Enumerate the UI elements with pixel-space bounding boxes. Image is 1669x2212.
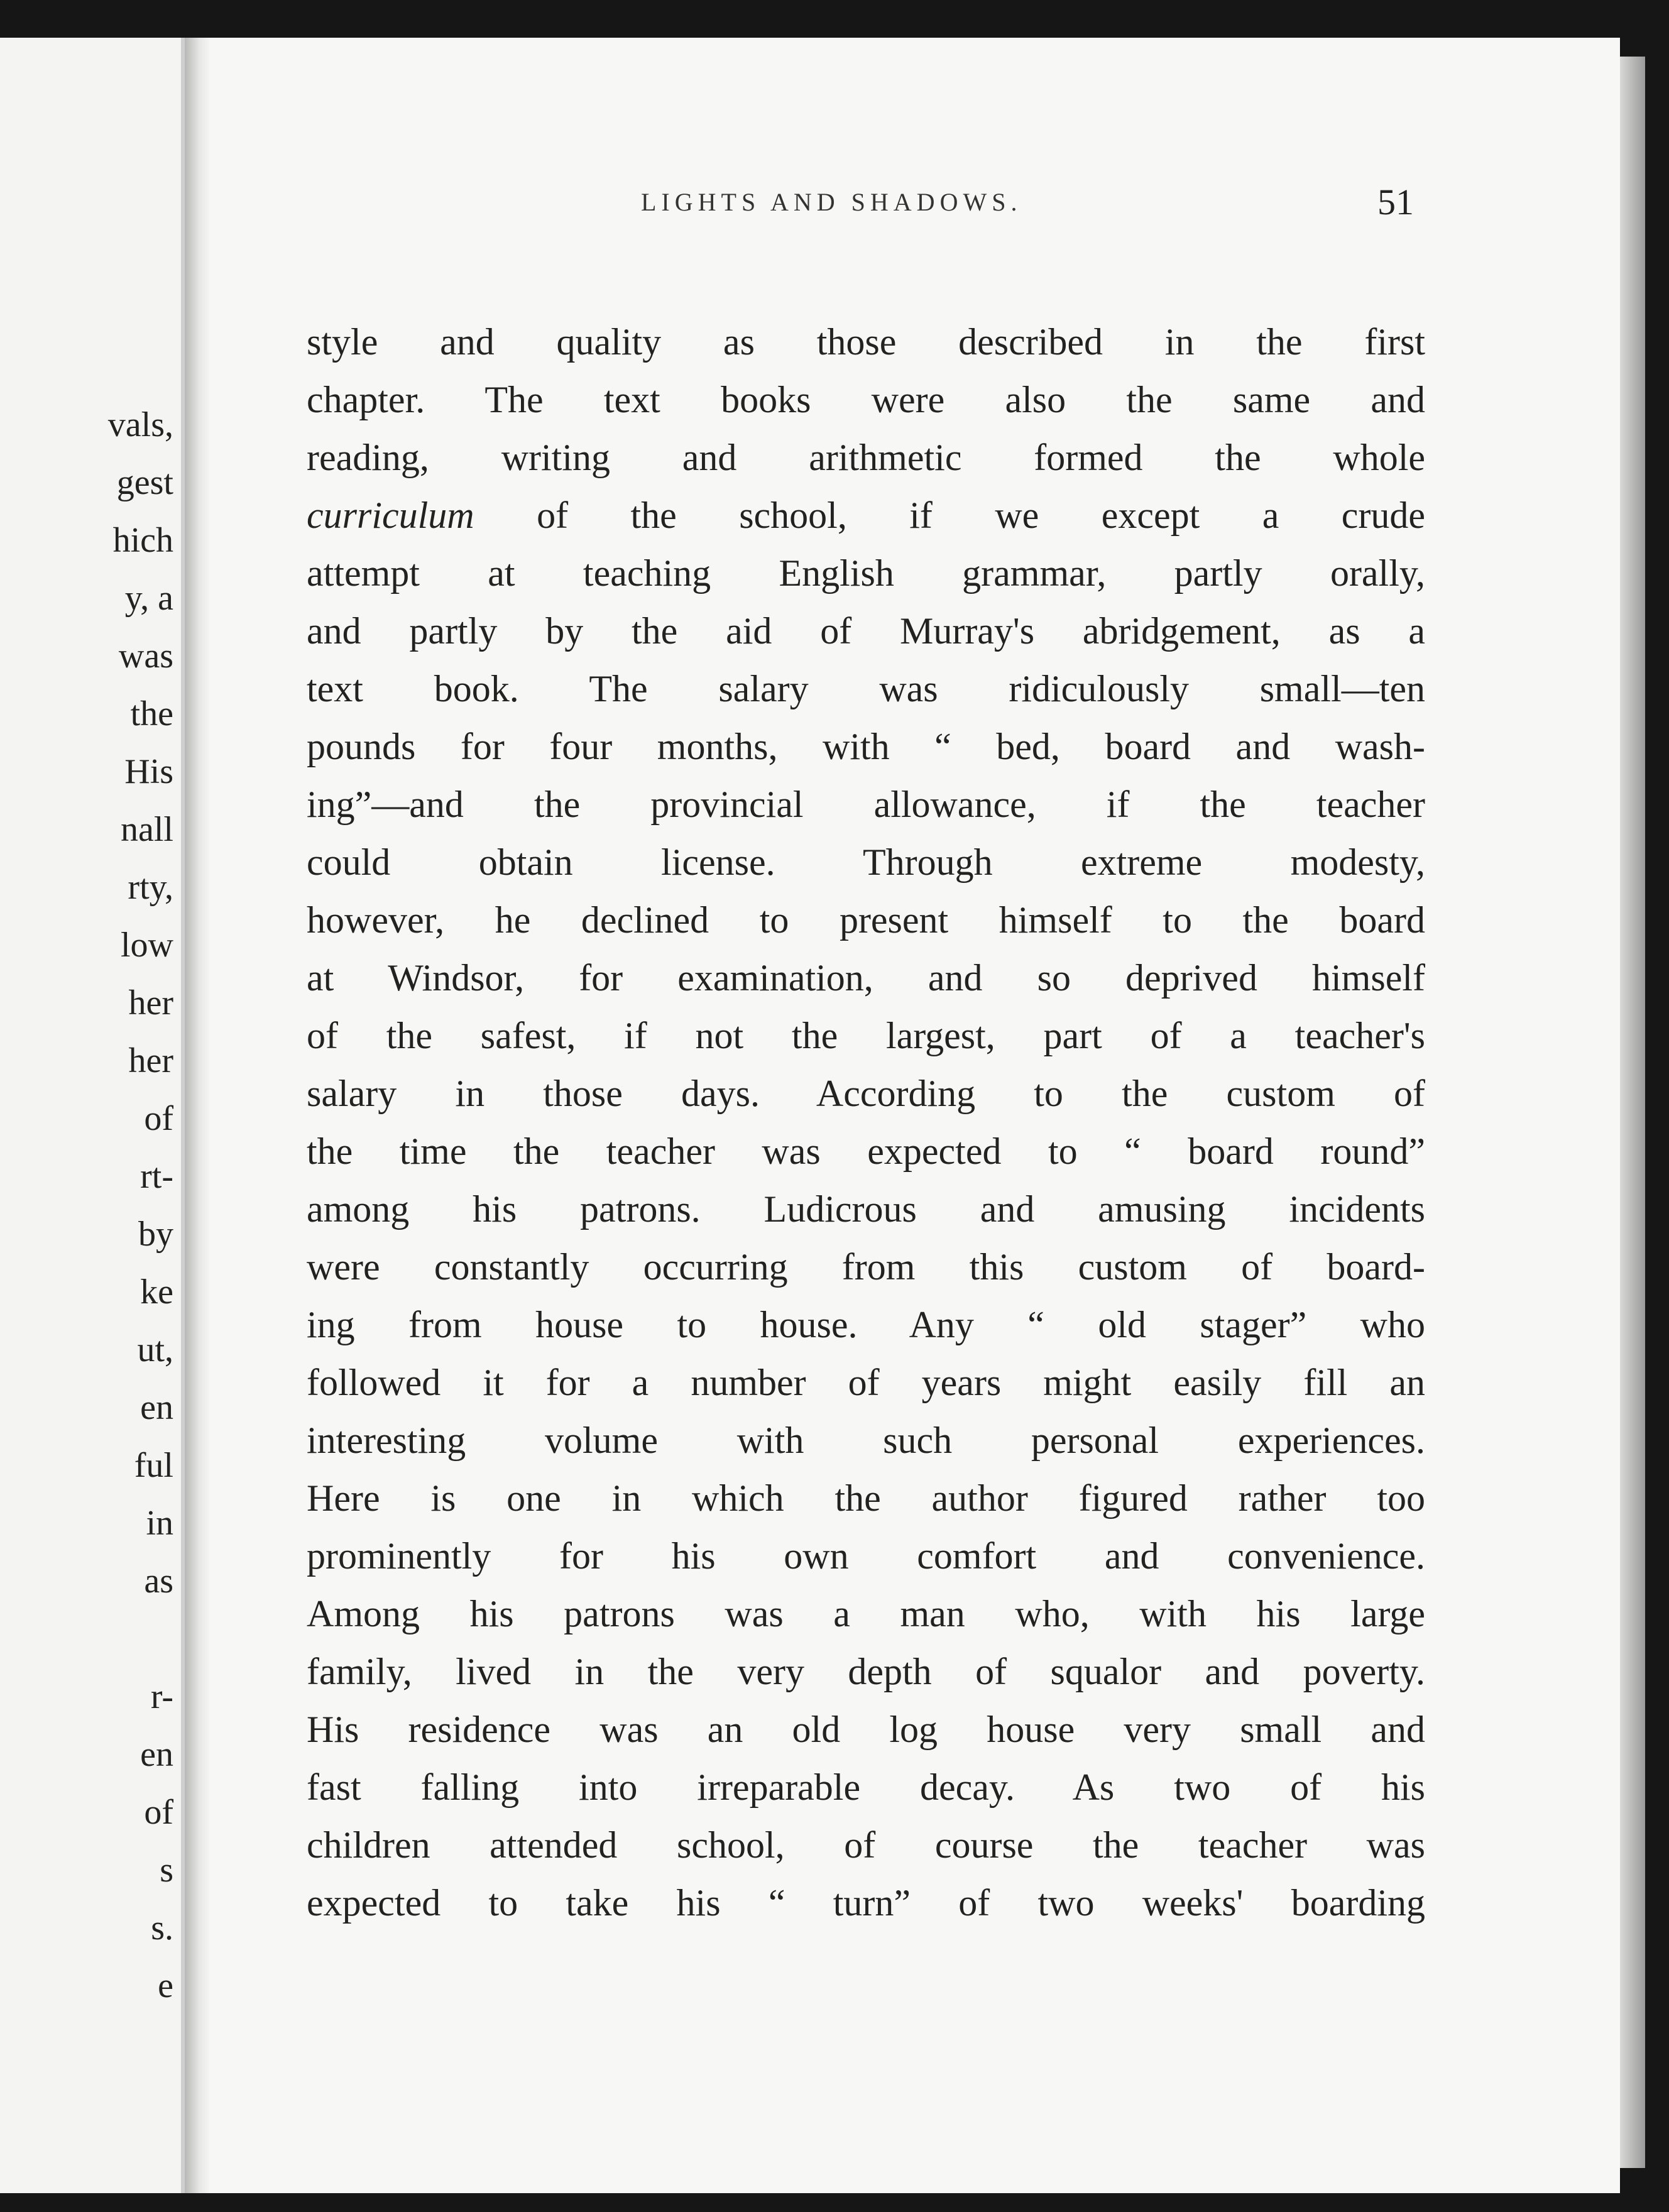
text-line: at Windsor, for examination, and so deprived himself	[307, 957, 1425, 999]
text-line: fast falling into irreparable decay. As two of his	[307, 1766, 1425, 1808]
text-line: prominently for his own comfort and convenience.	[307, 1535, 1425, 1577]
fragment-line: s.	[151, 1908, 173, 1947]
fragment-line: r-	[150, 1677, 173, 1716]
text-line: His residence was an old log house very small and	[307, 1709, 1425, 1750]
text-line: ing from house to house. Any “ old stager” who	[307, 1304, 1425, 1345]
text-line: family, lived in the very depth of squalor and poverty.	[307, 1651, 1425, 1692]
text-line: children attended school, of course the teacher was	[307, 1824, 1425, 1866]
fragment-line: as	[144, 1562, 173, 1601]
fragment-line: rt-	[140, 1157, 173, 1196]
fragment-line: low	[121, 926, 173, 965]
text-line: ing”—and the provincial allowance, if the teacher	[307, 784, 1425, 825]
fragment-line: e	[158, 1966, 173, 2005]
fragment-line: s	[160, 1851, 173, 1890]
page-edge-shadow	[1620, 57, 1645, 2168]
fragment-line: the	[130, 694, 173, 733]
fragment-line: her	[128, 1041, 173, 1080]
book-gutter	[185, 38, 210, 2193]
text-line: chapter. The text books were also the same and	[307, 379, 1425, 420]
text-line: Here is one in which the author figured rather too	[307, 1477, 1425, 1519]
fragment-line: vals,	[107, 405, 173, 444]
text-line: curriculum of the school, if we except a crude	[307, 495, 1425, 536]
running-head	[440, 182, 1414, 250]
text-line: were constantly occurring from this custom of board-	[307, 1246, 1425, 1288]
facing-page-left	[0, 38, 185, 2193]
text-line: expected to take his “ turn” of two weeks' boarding	[307, 1882, 1425, 1924]
fragment-line: of	[144, 1099, 173, 1138]
fragment-line: ful	[134, 1446, 173, 1485]
text-line: salary in those days. According to the custom of	[307, 1073, 1425, 1114]
fragment-line: ke	[140, 1273, 173, 1311]
text-line: followed it for a number of years might easily fill an	[307, 1362, 1425, 1403]
facing-page-text-fragments	[108, 396, 173, 2015]
text-line: interesting volume with such personal experiences.	[307, 1420, 1425, 1461]
text-line: text book. The salary was ridiculously small—ten	[307, 668, 1425, 709]
fragment-line: of	[144, 1793, 173, 1832]
italic-word: curriculum	[307, 495, 474, 536]
text-line: could obtain license. Through extreme modesty,	[307, 841, 1425, 883]
text-line: however, he declined to present himself to the board	[307, 899, 1425, 941]
body-text	[307, 313, 1425, 1932]
text-line: style and quality as those described in the first	[307, 321, 1425, 363]
text-line: the time the teacher was expected to “ board round”	[307, 1131, 1425, 1172]
text-line: among his patrons. Ludicrous and amusing incidents	[307, 1188, 1425, 1230]
fragment-line: by	[138, 1215, 173, 1254]
fragment-line: ut,	[137, 1330, 173, 1369]
fragment-line: was	[118, 637, 173, 676]
fragment-line: y, a	[124, 579, 173, 618]
text-line: attempt at teaching English grammar, partly orally,	[307, 552, 1425, 594]
text-line: of the safest, if not the largest, part of a teacher's	[307, 1015, 1425, 1056]
running-title: LIGHTS AND SHADOWS.	[641, 188, 1022, 216]
fragment-line: in	[146, 1504, 173, 1543]
text-line: reading, writing and arithmetic formed the whole	[307, 437, 1425, 478]
text-line: and partly by the aid of Murray's abridgement, as a	[307, 610, 1425, 652]
page-number: 51	[1377, 182, 1414, 222]
text-line: Among his patrons was a man who, with his large	[307, 1593, 1425, 1634]
fragment-line: hich	[112, 521, 173, 560]
text-line: pounds for four months, with “ bed, board and wash-	[307, 726, 1425, 767]
fragment-line	[108, 1610, 173, 1668]
fragment-line: gest	[116, 463, 173, 502]
fragment-line: en	[140, 1388, 173, 1427]
fragment-line: rty,	[128, 868, 173, 907]
fragment-line: His	[124, 752, 173, 791]
fragment-line: nall	[121, 810, 173, 849]
fragment-line: her	[128, 983, 173, 1022]
fragment-line: en	[140, 1735, 173, 1774]
